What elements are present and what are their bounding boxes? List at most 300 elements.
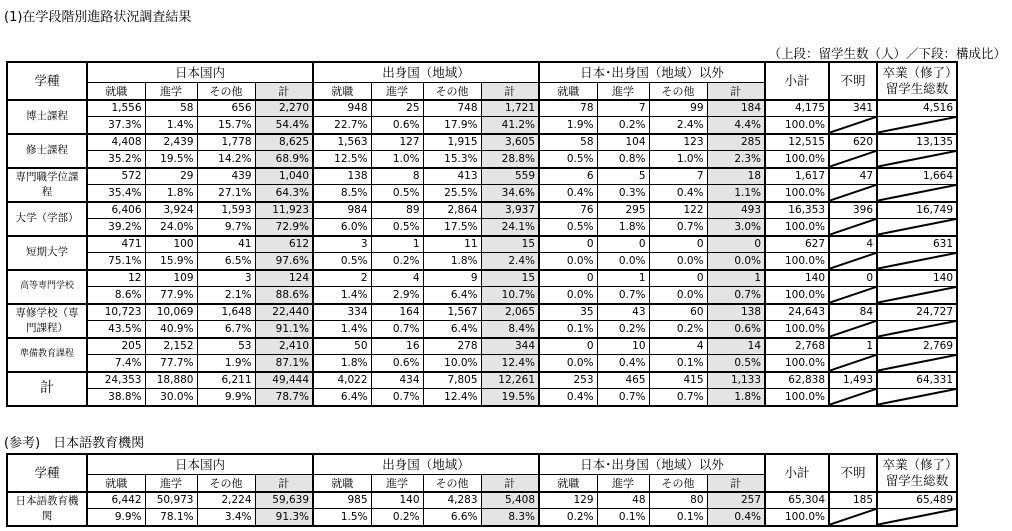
count-cell: 80 (649, 492, 707, 509)
ratio-cell: 1.4% (313, 287, 371, 304)
col-subheader: 計 (707, 474, 765, 492)
ratio-cell: 0.7% (597, 287, 649, 304)
ratio-cell: 9.9% (87, 509, 145, 526)
count-cell: 4,516 (877, 100, 957, 117)
ratio-cell: 0.2% (597, 117, 649, 134)
count-cell: 984 (313, 202, 371, 219)
count-cell: 4,408 (87, 134, 145, 151)
ratio-cell: 1.0% (649, 151, 707, 168)
empty-cell (829, 151, 877, 168)
count-cell: 1,133 (707, 372, 765, 389)
count-cell: 84 (829, 304, 877, 321)
ratio-cell: 68.9% (255, 151, 313, 168)
count-cell: 1,563 (313, 134, 371, 151)
count-cell: 8 (371, 168, 423, 185)
ratio-cell: 54.4% (255, 117, 313, 134)
count-cell: 43 (597, 304, 649, 321)
count-cell: 1,040 (255, 168, 313, 185)
col-subheader: その他 (649, 82, 707, 100)
count-cell: 2,439 (145, 134, 197, 151)
ratio-cell: 8.4% (481, 321, 539, 338)
empty-cell (829, 117, 877, 134)
count-cell: 2,410 (255, 338, 313, 355)
row-label: 大学（学部） (7, 202, 87, 236)
ratio-cell: 0.1% (597, 509, 649, 526)
ratio-cell: 17.5% (423, 219, 481, 236)
ratio-cell: 10.0% (423, 355, 481, 372)
count-cell: 7 (649, 168, 707, 185)
count-cell: 1,778 (197, 134, 255, 151)
ratio-cell: 15.3% (423, 151, 481, 168)
col-subheader: 進学 (597, 474, 649, 492)
count-cell: 413 (423, 168, 481, 185)
ratio-cell: 1.5% (313, 509, 371, 526)
count-cell: 10,723 (87, 304, 145, 321)
count-cell: 62,838 (765, 372, 829, 389)
ratio-cell: 100.0% (765, 509, 829, 526)
count-cell: 6,406 (87, 202, 145, 219)
ratio-cell: 64.3% (255, 185, 313, 202)
col-group-home: 出身国（地域） (313, 454, 539, 474)
ratio-cell: 12.5% (313, 151, 371, 168)
ratio-cell: 41.2% (481, 117, 539, 134)
ratio-cell: 77.7% (145, 355, 197, 372)
ratio-cell: 15.7% (197, 117, 255, 134)
count-cell: 138 (707, 304, 765, 321)
count-cell: 12,261 (481, 372, 539, 389)
ratio-cell: 0.7% (597, 389, 649, 406)
count-cell: 24,727 (877, 304, 957, 321)
count-cell: 572 (87, 168, 145, 185)
count-cell: 0 (707, 236, 765, 253)
reference-table (6, 453, 958, 527)
ratio-cell: 0.5% (707, 355, 765, 372)
count-cell: 41 (197, 236, 255, 253)
ratio-cell: 12.4% (423, 389, 481, 406)
ratio-cell: 0.3% (597, 185, 649, 202)
ratio-cell: 43.5% (87, 321, 145, 338)
row-label: 博士課程 (7, 100, 87, 134)
ratio-cell: 87.1% (255, 355, 313, 372)
ratio-cell: 100.0% (765, 355, 829, 372)
count-cell: 2,065 (481, 304, 539, 321)
col-group-other: 日本･出身国（地域）以外 (539, 454, 765, 474)
count-cell: 985 (313, 492, 371, 509)
count-cell: 25 (371, 100, 423, 117)
ratio-cell: 4.4% (707, 117, 765, 134)
count-cell: 124 (255, 270, 313, 287)
count-cell: 1 (707, 270, 765, 287)
count-cell: 7 (597, 100, 649, 117)
col-subheader: 計 (707, 82, 765, 100)
count-cell: 1,556 (87, 100, 145, 117)
ratio-cell: 9.9% (197, 389, 255, 406)
count-cell: 127 (371, 134, 423, 151)
count-cell: 140 (765, 270, 829, 287)
col-subheader: 計 (481, 474, 539, 492)
empty-cell (877, 287, 957, 304)
count-cell: 439 (197, 168, 255, 185)
count-cell: 65,304 (765, 492, 829, 509)
count-cell: 53 (197, 338, 255, 355)
ratio-cell: 0.8% (597, 151, 649, 168)
col-subheader: その他 (649, 474, 707, 492)
ratio-cell: 0.7% (371, 321, 423, 338)
ratio-cell: 6.4% (423, 287, 481, 304)
ratio-cell: 1.8% (597, 219, 649, 236)
page-title: (1)在学段階別進路状況調査結果 (4, 10, 192, 25)
count-cell: 10,069 (145, 304, 197, 321)
count-cell: 2,270 (255, 100, 313, 117)
ratio-cell: 1.8% (707, 389, 765, 406)
col-subheader: その他 (197, 82, 255, 100)
col-header-subtotal: 小計 (765, 454, 829, 492)
count-cell: 8,625 (255, 134, 313, 151)
count-cell: 4,283 (423, 492, 481, 509)
ratio-cell: 1.8% (313, 355, 371, 372)
count-cell: 122 (649, 202, 707, 219)
ratio-cell: 0.0% (539, 355, 597, 372)
count-cell: 493 (707, 202, 765, 219)
ratio-cell: 78.1% (145, 509, 197, 526)
count-cell: 1,617 (765, 168, 829, 185)
col-header-graduates: 卒業（修了）留学生総数 (877, 62, 957, 100)
count-cell: 1,721 (481, 100, 539, 117)
count-cell: 100 (145, 236, 197, 253)
count-cell: 748 (423, 100, 481, 117)
ratio-cell: 3.4% (197, 509, 255, 526)
count-cell: 948 (313, 100, 371, 117)
count-cell: 58 (539, 134, 597, 151)
count-cell: 620 (829, 134, 877, 151)
ratio-cell: 100.0% (765, 389, 829, 406)
empty-cell (877, 219, 957, 236)
count-cell: 185 (829, 492, 877, 509)
count-cell: 4,175 (765, 100, 829, 117)
count-cell: 9 (423, 270, 481, 287)
count-cell: 2,224 (197, 492, 255, 509)
empty-cell (829, 509, 877, 526)
ratio-cell: 0.1% (539, 321, 597, 338)
ratio-cell: 100.0% (765, 287, 829, 304)
ratio-cell: 0.7% (649, 389, 707, 406)
ratio-cell: 27.1% (197, 185, 255, 202)
count-cell: 3 (313, 236, 371, 253)
count-cell: 18 (707, 168, 765, 185)
count-cell: 2,152 (145, 338, 197, 355)
ratio-cell: 7.4% (87, 355, 145, 372)
count-cell: 0 (539, 270, 597, 287)
ratio-cell: 22.7% (313, 117, 371, 134)
count-cell: 295 (597, 202, 649, 219)
ratio-cell: 77.9% (145, 287, 197, 304)
ratio-cell: 0.4% (539, 185, 597, 202)
count-cell: 631 (877, 236, 957, 253)
col-subheader: 進学 (371, 474, 423, 492)
count-cell: 3,924 (145, 202, 197, 219)
ratio-cell: 39.2% (87, 219, 145, 236)
empty-cell (829, 321, 877, 338)
ratio-cell: 0.6% (371, 355, 423, 372)
count-cell: 1,493 (829, 372, 877, 389)
count-cell: 334 (313, 304, 371, 321)
ratio-cell: 72.9% (255, 219, 313, 236)
count-cell: 64,331 (877, 372, 957, 389)
ratio-cell: 1.9% (539, 117, 597, 134)
row-label: 専門職学位課程 (7, 168, 87, 202)
ratio-cell: 34.6% (481, 185, 539, 202)
count-cell: 76 (539, 202, 597, 219)
count-cell: 627 (765, 236, 829, 253)
ratio-cell: 100.0% (765, 219, 829, 236)
ratio-cell: 0.1% (649, 509, 707, 526)
count-cell: 2 (313, 270, 371, 287)
count-cell: 1,648 (197, 304, 255, 321)
ratio-cell: 19.5% (145, 151, 197, 168)
empty-cell (877, 117, 957, 134)
row-label: 短期大学 (7, 236, 87, 270)
count-cell: 22,440 (255, 304, 313, 321)
col-header-type: 学種 (7, 62, 87, 100)
ratio-cell: 14.2% (197, 151, 255, 168)
count-cell: 471 (87, 236, 145, 253)
ratio-cell: 0.0% (539, 253, 597, 270)
ratio-cell: 0.0% (597, 253, 649, 270)
col-subheader: その他 (423, 82, 481, 100)
empty-cell (829, 185, 877, 202)
count-cell: 184 (707, 100, 765, 117)
col-subheader: 就職 (539, 474, 597, 492)
count-cell: 434 (371, 372, 423, 389)
ratio-cell: 6.4% (313, 389, 371, 406)
empty-cell (829, 219, 877, 236)
ratio-cell: 25.5% (423, 185, 481, 202)
count-cell: 253 (539, 372, 597, 389)
ratio-cell: 0.5% (539, 219, 597, 236)
col-subheader: 計 (255, 82, 313, 100)
ratio-cell: 1.4% (313, 321, 371, 338)
ratio-cell: 6.4% (423, 321, 481, 338)
ratio-cell: 1.1% (707, 185, 765, 202)
row-label: 日本語教育機関 (7, 492, 87, 526)
count-cell: 123 (649, 134, 707, 151)
count-cell: 50,973 (145, 492, 197, 509)
ratio-cell: 0.4% (649, 185, 707, 202)
count-cell: 612 (255, 236, 313, 253)
col-group-domestic: 日本国内 (87, 62, 313, 82)
count-cell: 59,639 (255, 492, 313, 509)
count-cell: 14 (707, 338, 765, 355)
ratio-cell: 12.4% (481, 355, 539, 372)
count-cell: 5,408 (481, 492, 539, 509)
count-cell: 0 (539, 236, 597, 253)
count-cell: 257 (707, 492, 765, 509)
count-cell: 16 (371, 338, 423, 355)
count-cell: 3 (197, 270, 255, 287)
empty-cell (877, 253, 957, 270)
ratio-cell: 17.9% (423, 117, 481, 134)
count-cell: 4 (829, 236, 877, 253)
col-subheader: 就職 (313, 474, 371, 492)
count-cell: 99 (649, 100, 707, 117)
count-cell: 140 (371, 492, 423, 509)
ratio-cell: 0.0% (539, 287, 597, 304)
ratio-cell: 1.9% (197, 355, 255, 372)
count-cell: 465 (597, 372, 649, 389)
count-cell: 48 (597, 492, 649, 509)
row-label: 準備教育課程 (7, 338, 87, 372)
count-cell: 16,749 (877, 202, 957, 219)
count-cell: 24,643 (765, 304, 829, 321)
count-cell: 0 (649, 236, 707, 253)
col-header-unknown: 不明 (829, 62, 877, 100)
col-subheader: 計 (481, 82, 539, 100)
ratio-cell: 35.2% (87, 151, 145, 168)
ratio-cell: 100.0% (765, 253, 829, 270)
count-cell: 0 (597, 236, 649, 253)
count-cell: 285 (707, 134, 765, 151)
ratio-cell: 8.3% (481, 509, 539, 526)
col-header-graduates: 卒業（修了）留学生総数 (877, 454, 957, 492)
count-cell: 60 (649, 304, 707, 321)
col-subheader: 就職 (87, 474, 145, 492)
col-header-type: 学種 (7, 454, 87, 492)
col-group-home: 出身国（地域） (313, 62, 539, 82)
count-cell: 6,211 (197, 372, 255, 389)
ratio-cell: 78.7% (255, 389, 313, 406)
ratio-cell: 24.1% (481, 219, 539, 236)
ratio-cell: 1.8% (145, 185, 197, 202)
ratio-cell: 0.2% (371, 253, 423, 270)
ratio-cell: 0.2% (649, 321, 707, 338)
empty-cell (829, 287, 877, 304)
count-cell: 78 (539, 100, 597, 117)
ratio-cell: 1.4% (145, 117, 197, 134)
count-cell: 278 (423, 338, 481, 355)
empty-cell (877, 509, 957, 526)
ratio-cell: 0.7% (649, 219, 707, 236)
empty-cell (829, 389, 877, 406)
count-cell: 138 (313, 168, 371, 185)
count-cell: 3,937 (481, 202, 539, 219)
empty-cell (877, 185, 957, 202)
ratio-cell: 100.0% (765, 117, 829, 134)
ratio-cell: 97.6% (255, 253, 313, 270)
count-cell: 344 (481, 338, 539, 355)
col-header-subtotal: 小計 (765, 62, 829, 100)
row-label: 修士課程 (7, 134, 87, 168)
ratio-cell: 9.7% (197, 219, 255, 236)
ratio-cell: 1.8% (423, 253, 481, 270)
ratio-cell: 0.0% (649, 253, 707, 270)
count-cell: 559 (481, 168, 539, 185)
count-cell: 4 (371, 270, 423, 287)
ratio-cell: 0.0% (707, 253, 765, 270)
count-cell: 12 (87, 270, 145, 287)
count-cell: 2,864 (423, 202, 481, 219)
col-subheader: 計 (255, 474, 313, 492)
col-subheader: 進学 (371, 82, 423, 100)
count-cell: 1,915 (423, 134, 481, 151)
ratio-cell: 0.5% (371, 185, 423, 202)
col-subheader: 進学 (145, 474, 197, 492)
row-label: 計 (7, 372, 87, 406)
ratio-cell: 2.4% (649, 117, 707, 134)
count-cell: 1 (829, 338, 877, 355)
count-cell: 10 (597, 338, 649, 355)
col-header-unknown: 不明 (829, 454, 877, 492)
count-cell: 7,805 (423, 372, 481, 389)
ratio-cell: 35.4% (87, 185, 145, 202)
ratio-cell: 1.0% (371, 151, 423, 168)
ratio-cell: 0.5% (539, 151, 597, 168)
count-cell: 0 (539, 338, 597, 355)
count-cell: 18,880 (145, 372, 197, 389)
count-cell: 140 (877, 270, 957, 287)
count-cell: 1 (371, 236, 423, 253)
ratio-cell: 0.1% (649, 355, 707, 372)
count-cell: 29 (145, 168, 197, 185)
empty-cell (829, 253, 877, 270)
ratio-cell: 88.6% (255, 287, 313, 304)
unit-note: （上段：留学生数（人）／下段：構成比） (768, 46, 1006, 61)
row-label: 高等専門学校 (7, 270, 87, 304)
ratio-cell: 28.8% (481, 151, 539, 168)
count-cell: 109 (145, 270, 197, 287)
ratio-cell: 0.2% (597, 321, 649, 338)
count-cell: 11,923 (255, 202, 313, 219)
ratio-cell: 2.1% (197, 287, 255, 304)
col-subheader: 就職 (539, 82, 597, 100)
count-cell: 15 (481, 236, 539, 253)
ratio-cell: 0.7% (707, 287, 765, 304)
count-cell: 4,022 (313, 372, 371, 389)
ratio-cell: 0.5% (371, 219, 423, 236)
count-cell: 35 (539, 304, 597, 321)
ratio-cell: 0.2% (371, 509, 423, 526)
count-cell: 415 (649, 372, 707, 389)
ratio-cell: 6.0% (313, 219, 371, 236)
ratio-cell: 6.5% (197, 253, 255, 270)
empty-cell (829, 355, 877, 372)
count-cell: 341 (829, 100, 877, 117)
ratio-cell: 2.4% (481, 253, 539, 270)
col-subheader: 就職 (313, 82, 371, 100)
ratio-cell: 91.1% (255, 321, 313, 338)
ratio-cell: 30.0% (145, 389, 197, 406)
ratio-cell: 0.7% (371, 389, 423, 406)
ratio-cell: 0.0% (649, 287, 707, 304)
ratio-cell: 8.5% (313, 185, 371, 202)
count-cell: 104 (597, 134, 649, 151)
ratio-cell: 3.0% (707, 219, 765, 236)
count-cell: 1 (597, 270, 649, 287)
col-group-domestic: 日本国内 (87, 454, 313, 474)
reference-title: (参考) 日本語教育機関 (4, 436, 145, 451)
row-label: 専修学校（専門課程） (7, 304, 87, 338)
count-cell: 1,593 (197, 202, 255, 219)
ratio-cell: 100.0% (765, 321, 829, 338)
count-cell: 0 (829, 270, 877, 287)
count-cell: 6,442 (87, 492, 145, 509)
ratio-cell: 0.6% (707, 321, 765, 338)
col-subheader: その他 (423, 474, 481, 492)
count-cell: 2,768 (765, 338, 829, 355)
ratio-cell: 40.9% (145, 321, 197, 338)
ratio-cell: 0.5% (313, 253, 371, 270)
count-cell: 65,489 (877, 492, 957, 509)
col-subheader: その他 (197, 474, 255, 492)
